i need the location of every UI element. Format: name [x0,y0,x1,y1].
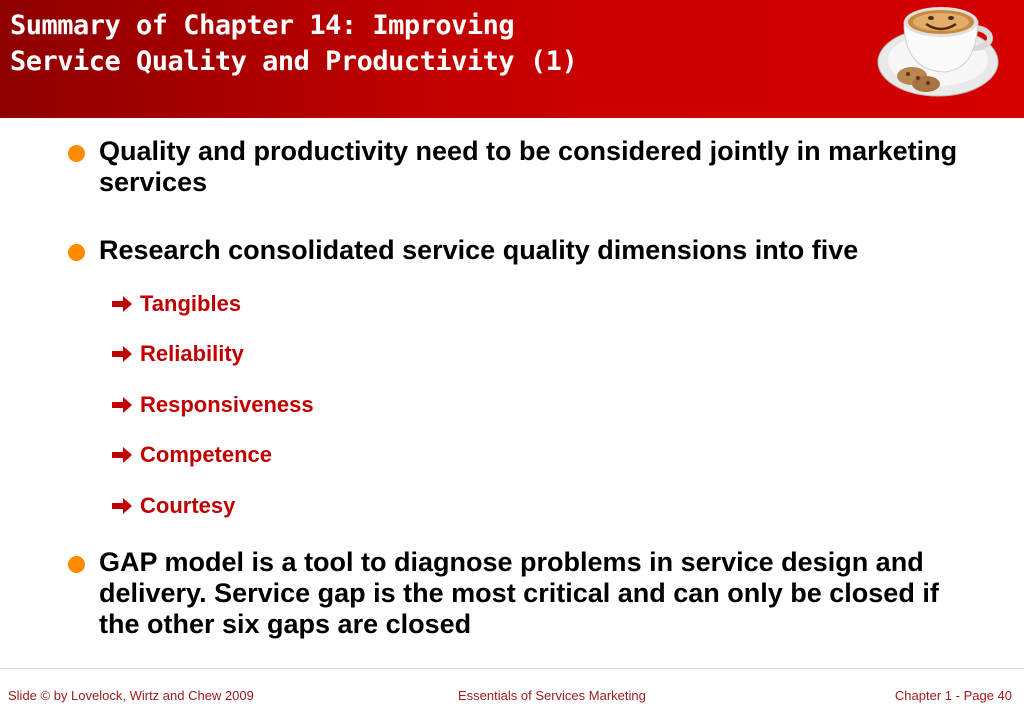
sub-bullet-text: Reliability [140,341,244,366]
footer-course-title: Essentials of Services Marketing [458,688,646,703]
sub-bullet-item [111,390,314,420]
bullet-text: GAP model is a tool to diagnose problems in service design and delivery. Service gap is the most critical and can only be closed if the other six gaps are closed [99,547,939,639]
bullet-text: Quality and productivity need to be considered jointly in marketing services [99,136,958,197]
right-arrow-icon [111,396,133,414]
footer-copyright: Slide © by Lovelock, Wirtz and Chew 2009 [8,688,254,703]
bullet-text: Research consolidated service quality dimensions into five [99,235,859,265]
title-line-1: Summary of Chapter 14: Improving [10,10,515,41]
footer-page-number: Chapter 1 - Page 40 [894,688,1012,703]
sub-bullet-item [111,491,235,521]
sub-bullet-item [111,440,272,470]
bullet-item [68,547,968,640]
orange-bullet-icon [68,145,85,162]
right-arrow-icon [111,345,133,363]
footer-divider [0,668,1024,669]
orange-bullet-icon [68,244,85,261]
bullet-item [68,235,968,266]
sub-bullet-item [111,339,244,369]
right-arrow-icon [111,497,133,515]
sub-bullet-item [111,289,241,319]
sub-bullet-text: Courtesy [140,493,236,518]
sub-bullet-text: Responsiveness [140,392,314,417]
orange-bullet-icon [68,556,85,573]
bullet-item [68,136,968,198]
right-arrow-icon [111,295,133,313]
sub-bullet-text: Tangibles [140,291,242,316]
right-arrow-icon [111,446,133,464]
title-line-2: Service Quality and Productivity (1) [10,46,578,77]
sub-bullet-text: Competence [140,442,273,467]
